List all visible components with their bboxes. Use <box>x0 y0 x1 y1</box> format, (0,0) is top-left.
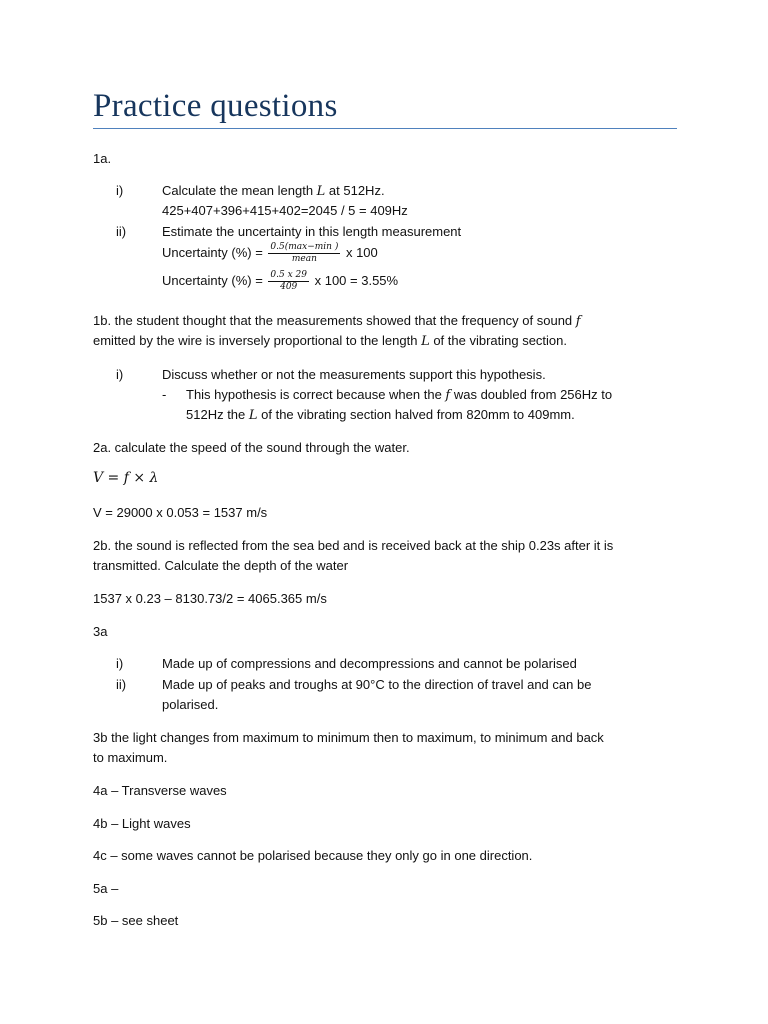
q5b-answer: 5b – see sheet <box>93 913 179 928</box>
q3b-line-2: to maximum. <box>93 750 168 765</box>
q4b-answer: 4b – Light waves <box>93 816 191 831</box>
q3a-label: 3a <box>93 624 108 639</box>
q2b-line-2: transmitted. Calculate the depth of the water <box>93 558 349 573</box>
uncertainty-result: Uncertainty (%) = $\frac{0.5 x 29}{409}$ x 100 = 3.55% <box>162 270 399 292</box>
q1b-i-number: i) <box>116 367 124 382</box>
q1a-i-question: Calculate the mean length L at 512Hz. <box>162 183 385 199</box>
q2b-line-1: 2b. the sound is reflected from the sea bed and is received back at the ship 0.23s after it is <box>93 538 614 553</box>
bullet-dash: - <box>162 387 167 402</box>
page-title: Practice questions <box>93 88 338 124</box>
q1b-line-2: emitted by the wire is inversely proportional to the length L of the vibrating section. <box>93 333 568 349</box>
q1b-i-question: Discuss whether or not the measurements support this hypothesis. <box>162 367 546 382</box>
q3b-line-1: 3b the light changes from maximum to minimum then to maximum, to minimum and back <box>93 730 604 745</box>
title-underline <box>93 128 677 129</box>
q5a-answer: 5a – <box>93 881 119 896</box>
q1a-ii-question: Estimate the uncertainty in this length measurement <box>162 224 462 239</box>
q1a-label: 1a. <box>93 151 112 166</box>
q1b-answer-line-2: 512Hz the L of the vibrating section halved from 820mm to 409mm. <box>186 407 575 423</box>
q3a-ii-number: ii) <box>116 677 127 692</box>
q1b-answer-line-1: This hypothesis is correct because when the f was doubled from 256Hz to <box>186 387 613 403</box>
uncertainty-fraction: $\frac{0.5(\max-\min )}{\text{mean}}$ <box>270 242 339 264</box>
q2a-answer: V = 29000 x 0.053 = 1537 m/s <box>93 505 268 520</box>
q3a-ii-answer-line-2: polarised. <box>162 697 219 712</box>
q1a-i-answer: 425+407+396+415+402=2045 / 5 = 409Hz <box>162 203 408 218</box>
symbol-L: L <box>316 184 326 199</box>
q3a-ii-answer-line-1: Made up of peaks and troughs at 90°C to the direction of travel and can be <box>162 677 592 692</box>
q2a-question: 2a. calculate the speed of the sound through the water. <box>93 440 410 455</box>
uncertainty-formula: Uncertainty (%) = $\frac{0.5(\max-\min )}{\text{mean}}$ x 100 <box>162 242 378 264</box>
wave-equation: V = f × λ <box>93 470 159 486</box>
q1a-i-number: i) <box>116 183 124 198</box>
q1a-ii-number: ii) <box>116 224 127 239</box>
q3a-i-answer: Made up of compressions and decompressions and cannot be polarised <box>162 656 577 671</box>
q4c-answer: 4c – some waves cannot be polarised because they only go in one direction. <box>93 848 533 863</box>
q4a-answer: 4a – Transverse waves <box>93 783 227 798</box>
q2b-answer: 1537 x 0.23 – 8130.73/2 = 4065.365 m/s <box>93 591 327 606</box>
uncertainty-result-fraction: $\frac{0.5 x 29}{409}$ <box>270 270 307 292</box>
q1b-line-1: 1b. the student thought that the measurements showed that the frequency of sound f <box>93 313 581 329</box>
q3a-i-number: i) <box>116 656 124 671</box>
